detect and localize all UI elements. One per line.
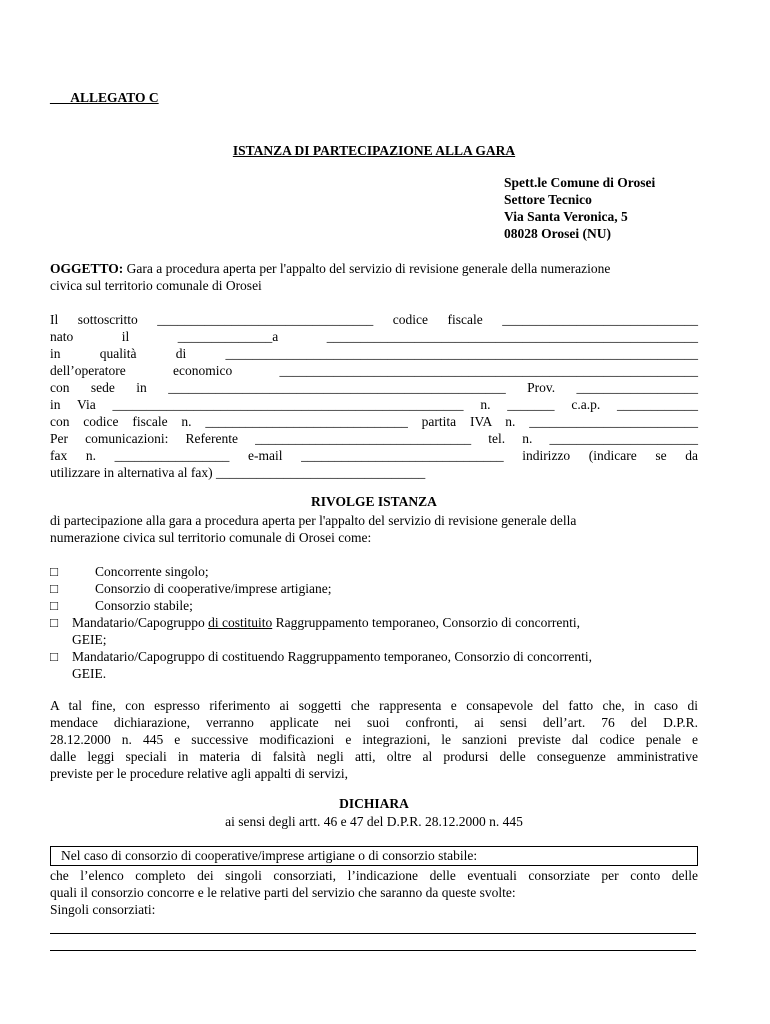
field-sede: con sede in __________________________________________________ Prov. __________________: [50, 380, 698, 395]
annex-title: ___ALLEGATO C: [50, 90, 159, 105]
consorzio-box: Nel caso di consorzio di cooperative/imprese artigiane o di consorzio stabile:: [50, 846, 698, 866]
form-title: ISTANZA DI PARTECIPAZIONE ALLA GARA: [232, 143, 516, 158]
field-via: in Via ____________________________________________________ n. _______ c.a.p. ____________: [50, 397, 698, 412]
recipient-line: Spett.le Comune di Orosei: [504, 175, 656, 190]
paragraph-line: 28.12.2000 n. 445 e successive modificazioni e integrazioni, le sanzioni previste dal codice penale e: [50, 732, 698, 747]
option-mandatario-costituito-cont: GEIE;: [72, 632, 107, 647]
rivolge-heading: RIVOLGE ISTANZA: [311, 494, 437, 509]
dichiara-heading: DICHIARA: [339, 796, 409, 811]
dichiara-subheading: ai sensi degli artt. 46 e 47 del D.P.R. 28.12.2000 n. 445: [225, 814, 523, 829]
subject-label: OGGETTO:: [50, 261, 124, 276]
consorzio-text-2: quali il consorzio concorre e le relative parti del servizio che saranno da queste svolte:: [50, 885, 516, 900]
option-concorrente-singolo[interactable]: □ Concorrente singolo;: [50, 564, 209, 579]
blank-line[interactable]: [50, 933, 696, 934]
field-sottoscritto: Il sottoscritto ________________________________ codice fiscale _____________________________: [50, 312, 698, 327]
subject-text: Gara a procedura aperta per l'appalto del servizio di revisione generale della numerazione: [123, 261, 611, 276]
checkbox-icon[interactable]: □: [50, 564, 59, 579]
checkbox-icon[interactable]: □: [50, 615, 59, 630]
consorzio-label: Singoli consorziati:: [50, 902, 156, 917]
subject-line-2: civica sul territorio comunale di Orosei: [50, 278, 262, 293]
rivolge-text-2: numerazione civica sul territorio comunale di Orosei come:: [50, 530, 372, 545]
field-operatore: dell’operatore economico ______________________________________________________________: [50, 363, 698, 378]
paragraph-line: dalle leggi speciali in materia di falsità negli atti, oltre al prodursi delle conseguenze amministrative: [50, 749, 698, 764]
field-codice-fiscale: con codice fiscale n. ______________________________ partita IVA n. _________________________: [50, 414, 698, 429]
option-mandatario-costituendo[interactable]: □ Mandatario/Capogruppo di costituendo Raggruppamento temporaneo, Consorzio di concorrenti,: [50, 649, 593, 664]
option-mandatario-costituendo-cont: GEIE.: [72, 666, 107, 681]
option-consorzio-stabile[interactable]: □ Consorzio stabile;: [50, 598, 193, 613]
paragraph-line: mendace dichiarazione, verranno applicate nei suoi confronti, ai sensi dell’art. 76 del D.P.R.: [50, 715, 698, 730]
blank-line[interactable]: [50, 950, 696, 951]
paragraph-line: A tal fine, con espresso riferimento ai soggetti che rappresenta e consapevole del fatto che, in caso di: [50, 698, 698, 713]
recipient-line: Via Santa Veronica, 5: [504, 209, 628, 224]
field-fax-email: fax n. _________________ e-mail ______________________________ indirizzo (indicare se da: [50, 448, 698, 463]
field-referente: Per comunicazioni: Referente ________________________________ tel. n. ______________________: [50, 431, 698, 446]
option-mandatario-costituito[interactable]: □ Mandatario/Capogruppo di costituito Raggruppamento temporaneo, Consorzio di concorrenti,: [50, 615, 581, 630]
checkbox-icon[interactable]: □: [50, 649, 59, 664]
consorzio-text: che l’elenco completo dei singoli consorziati, l’indicazione delle eventuali consorziate per conto delle: [50, 868, 698, 883]
paragraph-line: previste per le procedure relative agli appalti di servizi,: [50, 766, 348, 781]
field-qualita: in qualità di ______________________________________________________________________: [50, 346, 698, 361]
option-consorzio-cooperative[interactable]: □ Consorzio di cooperative/imprese artigiane;: [50, 581, 332, 596]
field-nato: nato il ______________a _______________________________________________________: [50, 329, 698, 344]
recipient-line: 08028 Orosei (NU): [504, 226, 611, 241]
subject-line: [50, 260, 698, 277]
recipient-line: Settore Tecnico: [504, 192, 592, 207]
checkbox-icon[interactable]: □: [50, 598, 59, 613]
checkbox-icon[interactable]: □: [50, 581, 59, 596]
field-alternativa: utilizzare in alternativa al fax) _______________________________: [50, 465, 426, 480]
rivolge-text: di partecipazione alla gara a procedura aperta per l'appalto del servizio di revisione generale della: [50, 513, 577, 528]
